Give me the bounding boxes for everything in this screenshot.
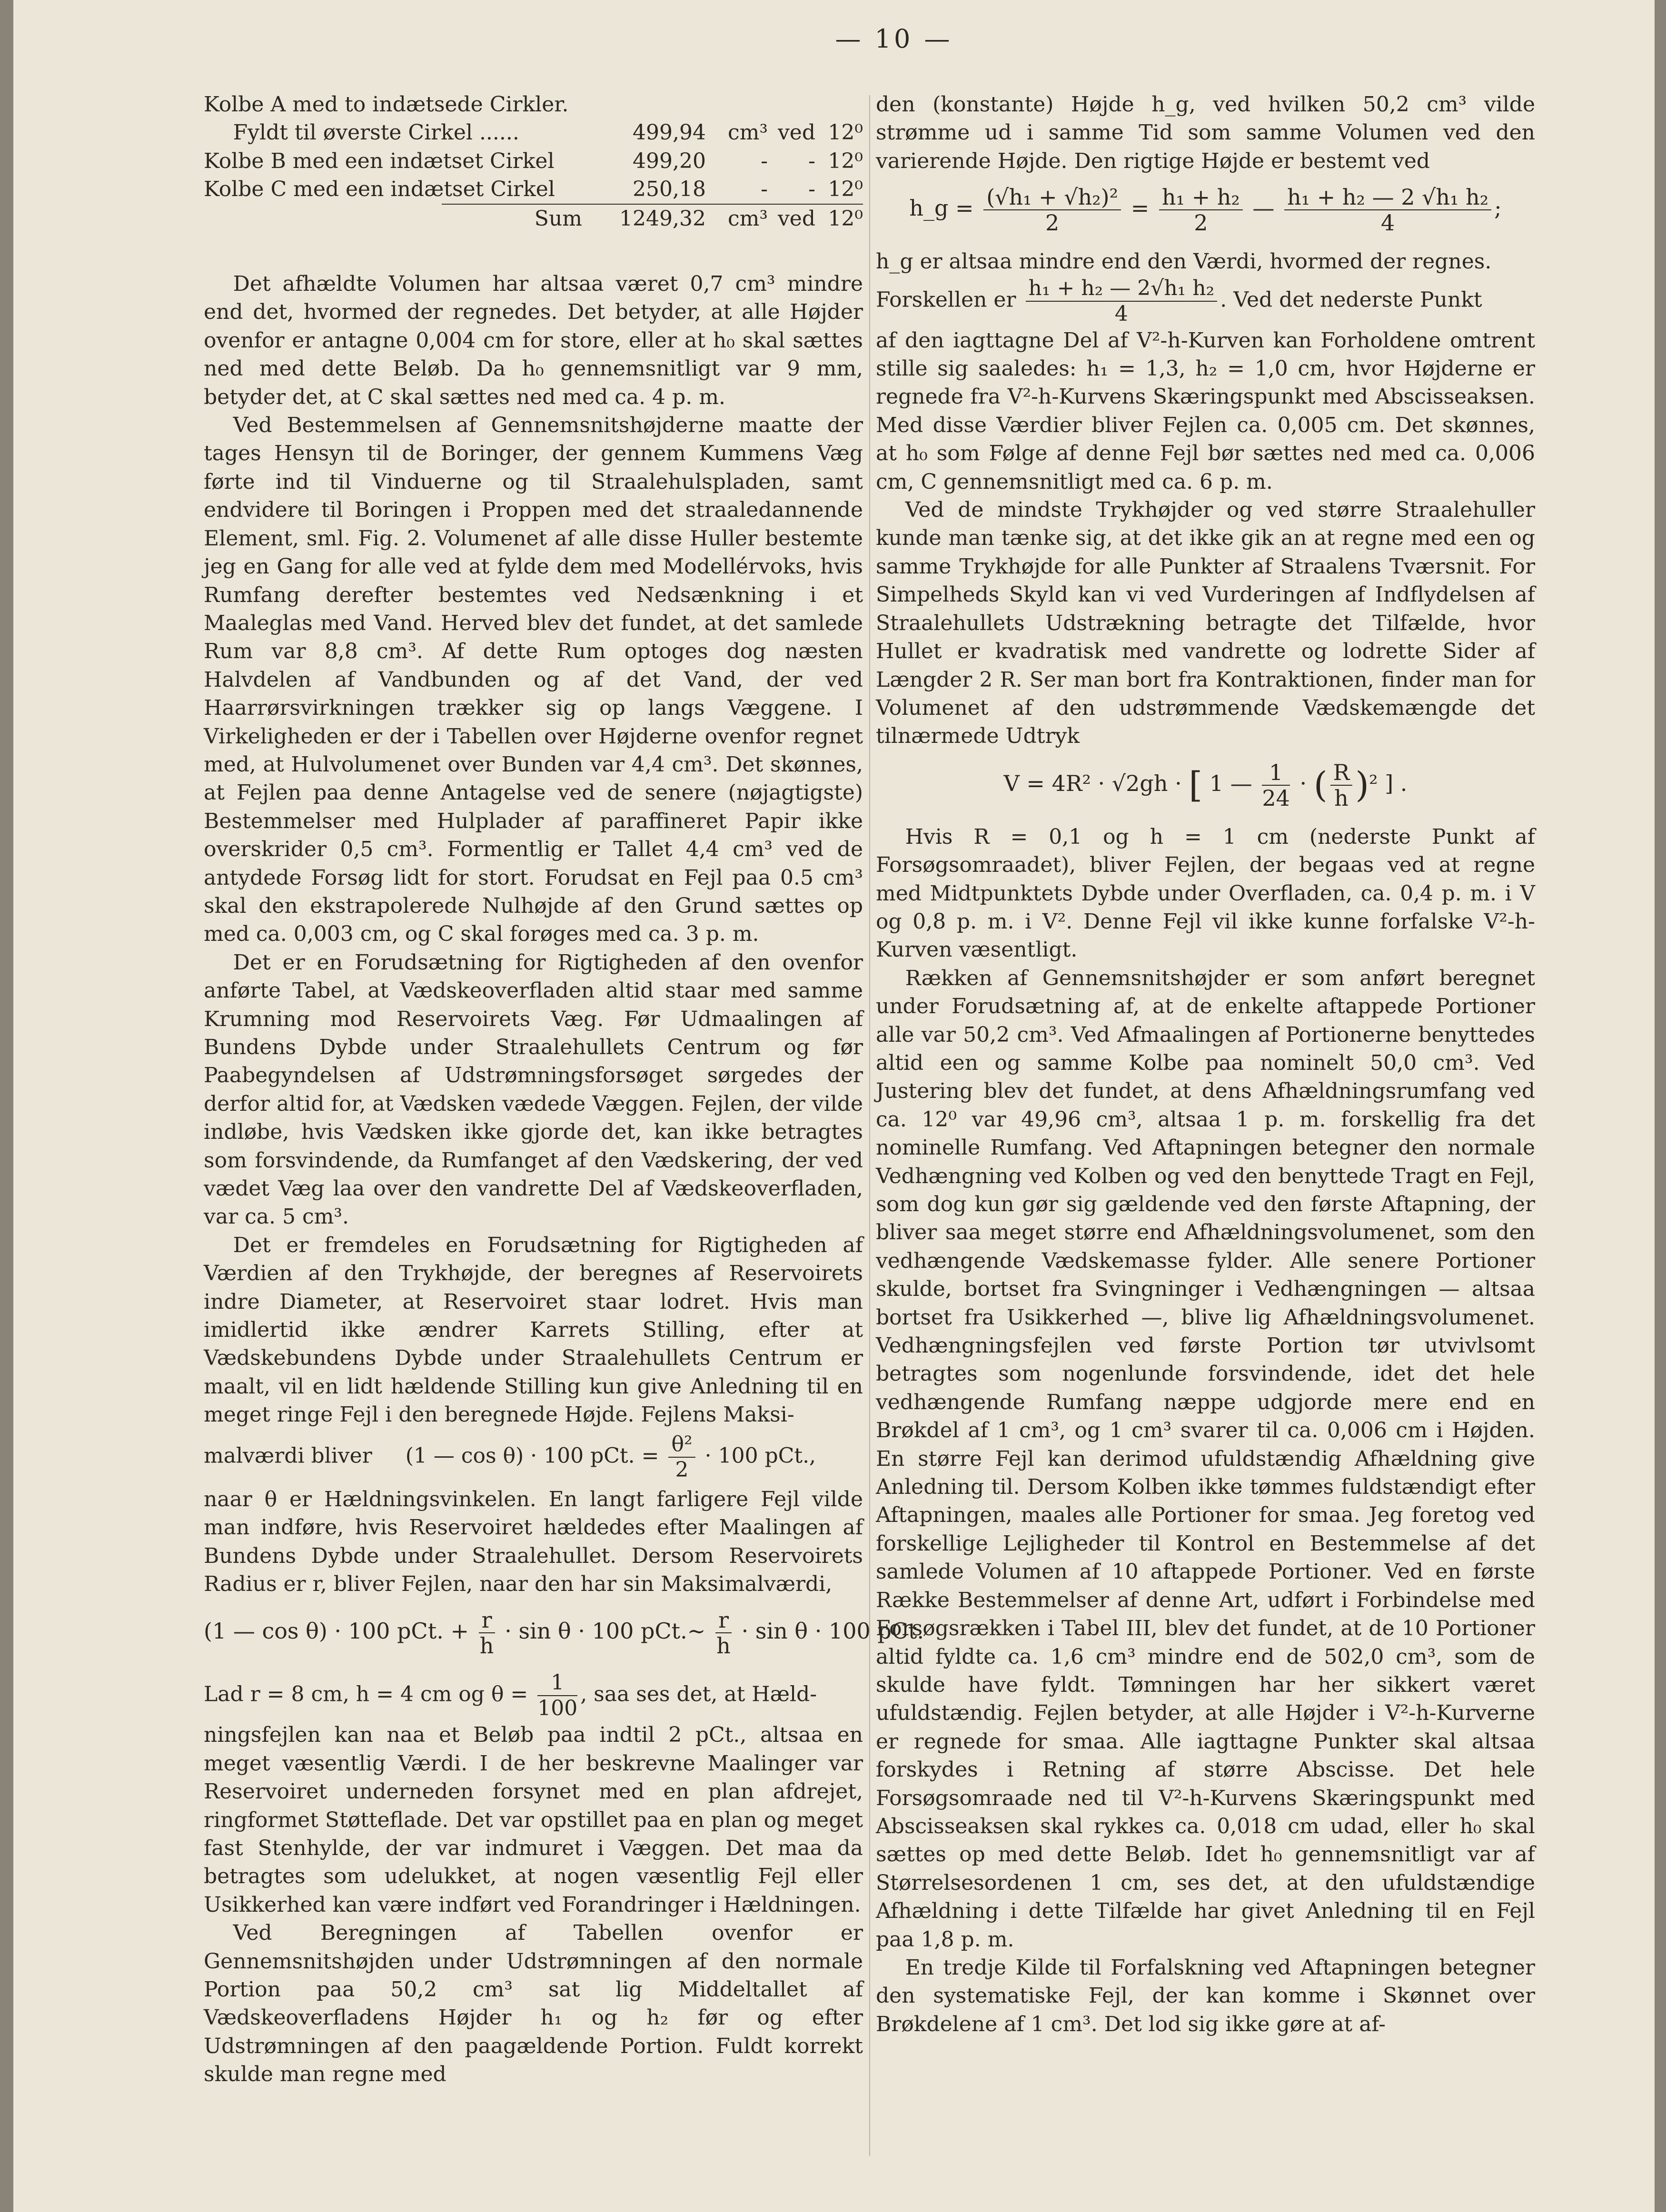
fraction <box>1159 185 1243 235</box>
paragraph: Det er en Forudsætning for Rigtigheden af den ovenfor anførte Tabel, at Vædskeoverfladen altid staar med samme Krumning mod Reservoirets Væg. Før Udmaalingen af Bundens Dybde under Straalehullets Centrum og før Paabegyndelsen af Udstrømningsforsøget sørgedes der derfor altid for, at Vædsken vædede Væggen. Fejlen, der vilde indløbe, hvis Vædsken ikke gjorde det, kan ikke betragtes som forsvindende, da Rumfanget af den Vædskering, der ved vædet Væg laa over den vandrette Del af Vædskeoverfladen, var ca. 5 cm³. <box>204 950 863 1229</box>
flask-unit: - <box>761 177 768 202</box>
flask-sum-temp: 12⁰ <box>828 206 863 231</box>
flask-label: Kolbe C med een indætset Cirkel <box>204 177 555 202</box>
flask-ved: - <box>808 148 815 173</box>
column-divider <box>869 95 870 2156</box>
flask-ved: - <box>808 177 815 202</box>
paragraph: En tredje Kilde til Forfalskning ved Aftapningen betegner den systematiske Fejl, der kan komme i Skønnet over Brøkdelene af 1 cm³. Det lod sig ikke gøre at af- <box>876 1955 1535 2036</box>
formula-text: · 100 pCt., <box>704 1443 816 1468</box>
fraction <box>1026 276 1218 326</box>
fraction <box>983 185 1121 235</box>
fraction-denominator: 2 <box>1045 210 1060 236</box>
fraction-numerator: h₁ + h₂ <box>1159 185 1243 210</box>
formula-difference <box>876 276 1535 326</box>
formula-text: V = 4R² · √2gh · <box>1003 770 1182 796</box>
flask-sum-value: 1249,32 <box>619 206 706 231</box>
fraction-numerator: r <box>479 1608 495 1633</box>
formula-text: . Ved det nederste Punkt <box>1220 287 1482 312</box>
formula-text: ² ] . <box>1369 770 1408 796</box>
formula-max-error <box>204 1432 863 1482</box>
paragraph: naar θ er Hældningsvinkelen. En langt farligere Fejl vilde man indføre, hvis Reservoiret hældedes efter Maalingen af Bundens Dybde under Straalehullet. Dersom Reservoirets Radius er r, bliver Fejlen, naar den har sin Maksimalværdi, <box>204 1487 863 1596</box>
paren-close: ) <box>1355 764 1369 806</box>
flask-row <box>204 175 863 203</box>
flask-unit: cm³ <box>727 120 768 145</box>
formula-text: (1 — cos θ) · 100 pCt. + <box>204 1618 469 1644</box>
fraction-denominator: h <box>479 1633 494 1659</box>
left-column <box>204 90 924 2089</box>
flask-value: 499,94 <box>633 120 706 145</box>
fraction <box>1330 760 1353 810</box>
fraction-denominator: 2 <box>675 1457 689 1482</box>
formula-text: Forskellen er <box>876 287 1016 312</box>
fraction-denominator: 4 <box>1380 210 1395 236</box>
flask-sum-unit: cm³ <box>727 206 768 231</box>
page <box>13 0 1655 2212</box>
flask-row <box>204 118 863 147</box>
formula-example <box>204 1670 863 1721</box>
flask-temp: 12⁰ <box>828 148 863 173</box>
paragraph: Det afhældte Volumen har altsaa været 0,7 cm³ mindre end det, hvormed der regnedes. Det betyder, at alle Højder ovenfor er antagne 0,004 cm for store, eller at h₀ skal sættes ned med dette Beløb. Da h₀ gennemsnitligt var 9 mm, betyder det, at C skal sættes ned med ca. 4 p. m. <box>204 272 863 409</box>
flask-temp: 12⁰ <box>828 120 863 145</box>
formula-text: · <box>1299 770 1307 796</box>
fraction-numerator: h₁ + h₂ — 2√h₁ h₂ <box>1026 276 1218 302</box>
flask-intro: Kolbe A med to indætsede Cirkler. <box>204 92 569 117</box>
paragraph: Hvis R = 0,1 og h = 1 cm (nederste Punkt af Forsøgsomraadet), bliver Fejlen, der begaas ved at regne med Midtpunktets Dybde under Overfladen, ca. 0,4 p. m. i V og 0,8 p. m. i V². Denne Fejl vil ikke kunne forfalske V²-h-Kurven væsentligt. <box>876 824 1535 962</box>
formula-text: = <box>1130 195 1150 221</box>
paren-open: ( <box>1313 764 1328 806</box>
fraction-denominator: h <box>716 1633 731 1659</box>
flask-value: 250,18 <box>633 177 706 202</box>
page-number: — 10 — <box>835 24 953 54</box>
fraction-numerator: h₁ + h₂ — 2 √h₁ h₂ <box>1284 185 1491 210</box>
formula-text: malværdi bliver <box>204 1443 372 1468</box>
paragraph: ningsfejlen kan naa et Beløb paa indtil 2 pCt., altsaa en meget væsentlig Værdi. I de her beskrevne Maalinger var Reservoiret underneden forsynet med en plan afdrejet, ringformet Støtteflade. Det var opstillet paa en plan og meget fast Stenhylde, der var indmuret i Væggen. Det maa da betragtes som udelukket, at nogen væsentlig Fejl eller Usikkerhed kan være indført ved Forandringer i Hældningen. <box>204 1723 863 1917</box>
formula-text: h_g = <box>909 195 974 221</box>
flask-label: Fyldt til øverste Cirkel ...... <box>233 120 519 145</box>
formula-text: · sin θ · 100 pCt. <box>741 1618 924 1644</box>
fraction-numerator: r <box>715 1608 732 1633</box>
flask-ved: ved <box>777 120 815 145</box>
flask-sum-label: Sum <box>534 206 582 231</box>
flask-unit: - <box>761 148 768 173</box>
fraction <box>668 1432 695 1482</box>
formula-mean-height <box>876 185 1535 235</box>
fraction-numerator: (√h₁ + √h₂)² <box>983 185 1121 210</box>
fraction <box>479 1608 495 1658</box>
fraction-numerator: 1 <box>537 1670 577 1696</box>
flask-value: 499,20 <box>633 148 706 173</box>
fraction-denominator: 4 <box>1114 301 1128 326</box>
fraction-denominator: 24 <box>1262 785 1290 811</box>
formula-text: · sin θ · 100 pCt.∼ <box>505 1618 706 1644</box>
flask-table <box>204 90 863 233</box>
paragraph: af den iagttagne Del af V²-h-Kurven kan Forholdene omtrent stille sig saaledes: h₁ = 1,3, h₂ = 1,0 cm, hvor Højderne er regnede fra V²-h-Kurvens Skæringspunkt med Abscisseaksen. Med disse Værdier bliver Fejlen ca. 0,005 cm. Det skønnes, at h₀ som Følge af denne Fejl bør sættes ned med ca. 0,006 cm, C gennemsnitligt med ca. 6 p. m. <box>876 328 1535 494</box>
formula-text: , saa ses det, at Hæld- <box>580 1682 817 1707</box>
flask-sum-row <box>442 204 863 233</box>
fraction-denominator: 100 <box>537 1696 578 1721</box>
fraction-numerator: 1 <box>1262 760 1290 786</box>
fraction <box>715 1608 732 1658</box>
fraction-numerator: R <box>1330 760 1353 786</box>
fraction-denominator: h <box>1334 785 1349 811</box>
formula-text: ; <box>1494 195 1502 221</box>
bracket-open: [ <box>1189 764 1203 806</box>
fraction-denominator: 2 <box>1194 210 1208 236</box>
flask-temp: 12⁰ <box>828 177 863 202</box>
formula-volume <box>876 760 1535 810</box>
paragraph: Rækken af Gennemsnitshøjder er som anført beregnet under Forudsætning af, at de enkelte aftappede Portioner alle var 50,2 cm³. Ved Afmaalingen af Portionerne benyttedes altid een og samme Kolbe paa nominelt 50,0 cm³. Ved Justering blev det fundet, at dens Afhældningsrumfang ved ca. 12⁰ var 49,96 cm³, altsaa 1 p. m. forskellig fra det nominelle Rumfang. Ved Aftapningen betegner den normale Vedhængning ved Kolben og ved den benyttede Tragt en Fejl, som dog kun gør sig gældende ved den første Aftapning, der bliver saa meget større end Afhældningsvolumenet, som den vedhængende Vædskemasse fylder. Alle senere Portioner skulde, bortset fra Svingninger i Vedhængningen — altsaa bortset fra Usikkerhed —, blive lig Afhældningsvolumenet. Vedhængningsfejlen ved første Portion tør utvivlsomt betragtes som nogenlunde forsvindende, idet det hele vedhængende Rumfang næppe udgjorde mere end en Brøkdel af 1 cm³, og 1 cm³ svarer til ca. 0,006 cm i Højden. En større Fejl kan derimod ufuldstændig Afhældning give Anledning til. Dersom Kolben ikke tømmes fuldstændigt efter Aftapningen, maales alle Portioner for smaa. Jeg foretog ved forskellige Lejligheder til Kontrol en Bestemmelse af det samlede Volumen af 10 aftappede Portioner. Ved en første Række Bestemmelser af denne Art, udført i Forbindelse med Forsøgsrækken i Tabel III, blev det fundet, at de 10 Portioner altid fyldte ca. 1,6 cm³ mindre end de 502,0 cm³, som de skulde have fyldt. Tømningen har her sikkert været ufuldstændig. Fejlen betyder, at alle Højder i V²-h-Kurverne er regnede for smaa. Alle iagttagne Punkter skal altsaa forskydes i Retning af større Abscisse. Det hele Forsøgsomraade ned til V²-h-Kurvens Skæringspunkt med Abscisseaksen skal rykkes ca. 0,018 cm udad, eller h₀ skal sættes op med dette Beløb. Idet h₀ gennemsnitligt var af Størrelsesordenen 1 cm, ses det, at den ufuldstændige Afhældning i dette Tilfælde har givet Anledning til en Fejl paa 1,8 p. m. <box>876 966 1535 1952</box>
fraction <box>1284 185 1491 235</box>
flask-sum-ved: ved <box>777 206 815 231</box>
formula-tilt-error <box>204 1607 924 1659</box>
formula-text: Lad r = 8 cm, h = 4 cm og θ = <box>204 1682 528 1707</box>
paragraph: Ved Bestemmelsen af Gennemsnitshøjderne maatte der tages Hensyn til de Boringer, der gennem Kummens Væg førte ind til Vinduerne og til Straalehulspladen, samt endvidere til Boringen i Proppen med det straaledannende Element, sml. Fig. 2. Volumenet af alle disse Huller bestemte jeg en Gang for alle ved at fylde dem med Modellérvoks, hvis Rumfang derefter bestemtes ved Nedsænkning i et Maaleglas med Vand. Herved blev det fundet, at det samlede Rum var 8,8 cm³. Af dette Rum optoges dog næsten Halvdelen af Vandbunden og af det Vand, der ved Haarrørsvirkningen trækker sig op langs Væggene. I Virkeligheden er der i Tabellen over Højderne ovenfor regnet med, at Hulvolumenet over Bunden var 4,4 cm³. Det skønnes, at Fejlen paa denne Antagelse ved de senere (nøjagtigste) Bestemmelser med Hulplader af paraffineret Papir ikke overskrider 0,5 cm³. Formentlig er Tallet 4,4 cm³ ved de antydede Forsøg lidt for stort. Forudsat en Fejl paa 0.5 cm³ skal den ekstrapolerede Nulhøjde af den Grund sættes op med ca. 0,003 cm, og C skal forøges med ca. 3 p. m. <box>204 413 863 947</box>
formula-text: 1 — <box>1209 770 1252 796</box>
paragraph: Ved de mindste Trykhøjder og ved større Straalehuller kunde man tænke sig, at det ikke gik an at regne med een og samme Trykhøjde for alle Punkter af Straalens Tværsnit. For Simpelheds Skyld kan vi ved Vurderingen af Indflydelsen af Straalehullets Udstrækning betragte det Tilfælde, hvor Hullet er kvadratisk med vandrette og lodrette Sider af Længder 2 R. Ser man bort fra Kontraktionen, finder man for Volumenet af den udstrømmende Vædskemængde det tilnærmede Udtryk <box>876 498 1535 749</box>
fraction <box>537 1670 577 1721</box>
fraction <box>1262 760 1290 810</box>
flask-intro-row <box>204 90 863 118</box>
fraction-numerator: θ² <box>668 1432 695 1458</box>
right-column <box>876 90 1535 2038</box>
flask-label: Kolbe B med een indætset Cirkel <box>204 148 555 173</box>
formula-text: (1 — cos θ) · 100 pCt. = <box>405 1443 659 1468</box>
formula-text: — <box>1252 195 1275 221</box>
flask-row <box>204 147 863 175</box>
paragraph: h_g er altsaa mindre end den Værdi, hvormed der regnes. <box>876 249 1492 274</box>
paragraph: Det er fremdeles en Forudsætning for Rigtigheden af Værdien af den Trykhøjde, der beregnes af Reservoirets indre Diameter, at Reservoiret staar lodret. Hvis man imidlertid ikke ændrer Karrets Stilling, efter at Vædskebundens Dybde under Straalehullets Centrum er maalt, vil en lidt hældende Stilling kun give Anledning til en meget ringe Fejl i den beregnede Højde. Fejlens Maksi- <box>204 1233 863 1427</box>
paragraph: den (konstante) Højde h_g, ved hvilken 50,2 cm³ vilde strømme ud i samme Tid som samme Volumen ved den varierende Højde. Den rigtige Højde er bestemt ved <box>876 92 1535 173</box>
paragraph: Ved Beregningen af Tabellen ovenfor er Gennemsnitshøjden under Udstrømningen af den normale Portion paa 50,2 cm³ sat lig Middeltallet af Vædskeoverfladens Højder h₁ og h₂ før og efter Udstrømningen af den paagældende Portion. Fuldt korrekt skulde man regne med <box>204 1921 863 2087</box>
